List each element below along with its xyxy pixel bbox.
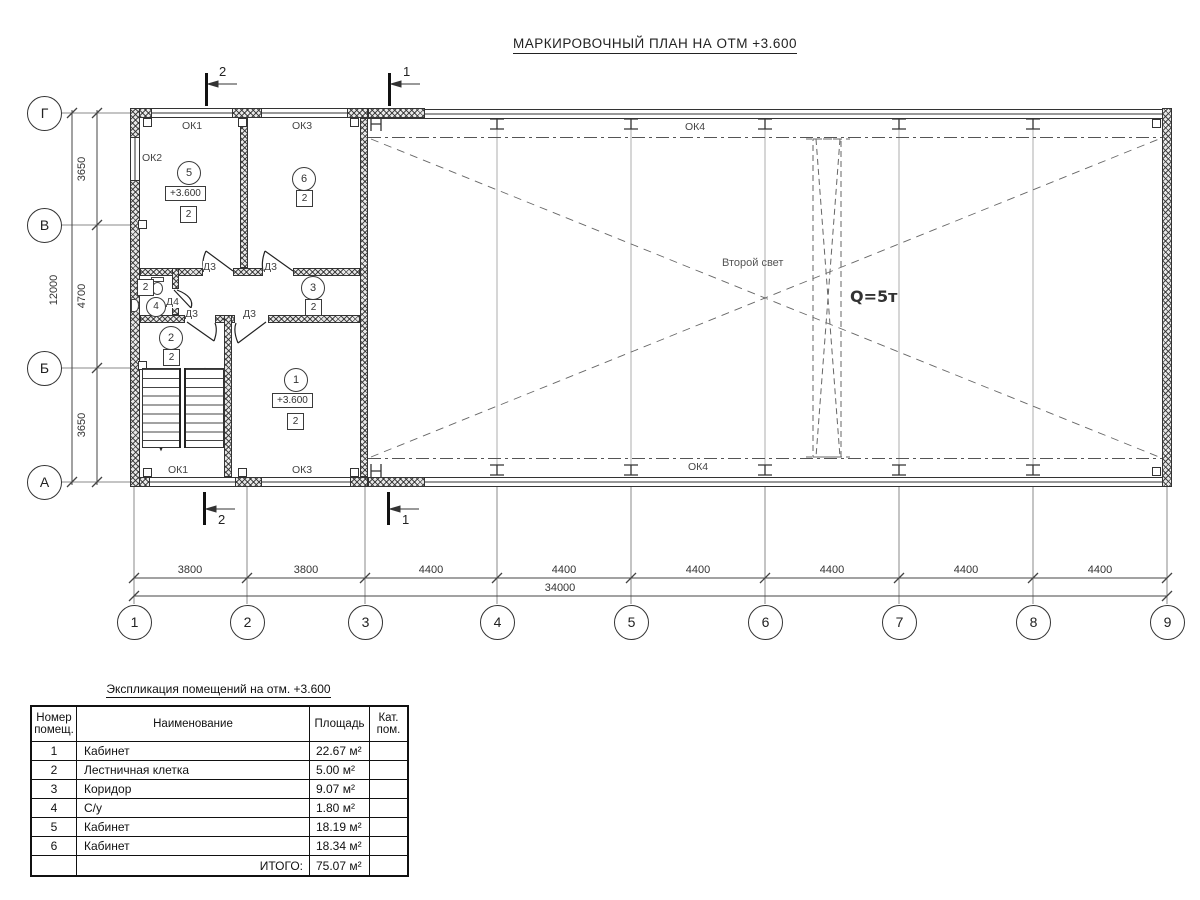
column-marker: [350, 118, 359, 127]
door-label-d3: Д3: [264, 261, 277, 273]
room2-number: 2: [159, 326, 183, 350]
schedule-cell-area: 18.34 м²: [310, 837, 370, 856]
dim-total-height: 12000: [48, 274, 60, 306]
axis-bubble-2: 2: [230, 605, 265, 640]
crane-capacity-note: Q=5т: [850, 287, 898, 306]
room3-number: 3: [301, 276, 325, 300]
axis-bubble-4: 4: [480, 605, 515, 640]
window-label-ok1-bottom: ОК1: [167, 464, 189, 476]
axis-bubble-v: В: [27, 208, 62, 243]
room6-category: 2: [296, 190, 313, 207]
second-light-note: Второй свет: [722, 257, 784, 269]
room-schedule-table: [30, 705, 409, 877]
axis-bubble-5: 5: [614, 605, 649, 640]
wall-room5-6: [240, 118, 248, 268]
schedule-cell-area: 5.00 м²: [310, 761, 370, 780]
schedule-cell-name: Лестничная клетка: [77, 761, 310, 780]
stair-flight-left: [142, 368, 182, 448]
wall-su-right: [172, 307, 179, 315]
sink: [131, 299, 139, 312]
schedule-cell-cat: [370, 799, 407, 818]
schedule-cell-cat: [370, 761, 407, 780]
drawing-title: МАРКИРОВОЧНЫЙ ПЛАН НА ОТМ +3.600: [440, 36, 870, 51]
schedule-header-cat: Кат. пом.: [370, 707, 407, 742]
crane-symbol: [806, 139, 850, 457]
room5-elevation: +3.600: [165, 186, 206, 201]
section-2-number-top: 2: [219, 64, 227, 79]
schedule-cell-cat: [370, 818, 407, 837]
column-marker: [238, 468, 247, 477]
schedule-cell-area: 9.07 м²: [310, 780, 370, 799]
column-marker: [1152, 119, 1161, 128]
door-label-d3: Д3: [203, 261, 216, 273]
wall-corridor-bottom: [140, 315, 185, 323]
room5-number: 5: [177, 161, 201, 185]
wall-corridor-top: [293, 268, 360, 276]
dim-row-1: 3650: [76, 156, 88, 182]
window-ok1-bottom: [150, 477, 235, 487]
section-1-number-bottom: 1: [402, 512, 410, 527]
room1-number: 1: [284, 368, 308, 392]
wall-right: [1162, 108, 1172, 487]
schedule-total-cat: [370, 856, 407, 875]
room3-category: 2: [305, 299, 322, 316]
wall-top-hall-seg: [368, 108, 425, 118]
wall-su-right: [172, 268, 179, 289]
schedule-cell-name: Кабинет: [77, 742, 310, 761]
room2-category: 2: [163, 349, 180, 366]
schedule-title: Экспликация помещений на отм. +3.600: [106, 682, 331, 696]
schedule-header-area: Площадь: [310, 707, 370, 742]
column-marker: [238, 118, 247, 127]
axis-bubble-3: 3: [348, 605, 383, 640]
dim-row-3: 3650: [76, 412, 88, 438]
window-label-ok3-top: ОК3: [291, 120, 313, 132]
section-2-line-bottom: [203, 492, 206, 525]
window-label-ok1-top: ОК1: [181, 120, 203, 132]
axis-bubble-8: 8: [1016, 605, 1051, 640]
dim-col-4: 4400: [551, 564, 577, 576]
wall-left: [130, 108, 140, 138]
schedule-cell-cat: [370, 742, 407, 761]
dim-col-3: 4400: [418, 564, 444, 576]
axis-bubble-9: 9: [1150, 605, 1185, 640]
schedule-cell-area: 1.80 м²: [310, 799, 370, 818]
window-ok3-bottom: [262, 477, 350, 487]
schedule-cell-num: 5: [32, 818, 77, 837]
window-ok2: [130, 138, 140, 180]
schedule-total-area: 75.07 м²: [310, 856, 370, 875]
axis-bubble-g: Г: [27, 96, 62, 131]
dim-col-7: 4400: [953, 564, 979, 576]
section-1-number-top: 1: [403, 64, 411, 79]
schedule-cell-num: 3: [32, 780, 77, 799]
axis-bubble-1: 1: [117, 605, 152, 640]
column-marker: [1152, 467, 1161, 476]
room1-elevation: +3.600: [272, 393, 313, 408]
window-label-ok4-bottom: ОК4: [687, 461, 709, 473]
schedule-cell-num: 1: [32, 742, 77, 761]
wall-top: [347, 108, 368, 118]
dim-col-2: 3800: [293, 564, 319, 576]
steel-columns: [371, 117, 1040, 478]
room6-number: 6: [292, 167, 316, 191]
wall-bottom-hall-seg: [368, 477, 425, 487]
wall-axis3: [360, 118, 368, 477]
door-label-d3: Д3: [185, 308, 198, 320]
schedule-cell-num: 4: [32, 799, 77, 818]
section-2-number-bottom: 2: [218, 512, 226, 527]
wall-stair-room1: [224, 315, 232, 477]
schedule-cell-area: 18.19 м²: [310, 818, 370, 837]
room1-category: 2: [287, 413, 304, 430]
wall-top: [232, 108, 262, 118]
dim-total-width: 34000: [544, 582, 576, 594]
schedule-cell-name: Кабинет: [77, 837, 310, 856]
schedule-cell-area: 22.67 м²: [310, 742, 370, 761]
window-label-ok2: ОК2: [142, 152, 163, 164]
schedule-header-name: Наименование: [77, 707, 310, 742]
axis-bubble-6: 6: [748, 605, 783, 640]
schedule-total-num: [32, 856, 77, 875]
room4-category: 2: [137, 279, 154, 296]
room4-number: 4: [146, 297, 166, 317]
wall-corridor-bottom: [268, 315, 360, 323]
dim-col-8: 4400: [1087, 564, 1113, 576]
column-marker: [138, 220, 147, 229]
schedule-cell-name: Коридор: [77, 780, 310, 799]
schedule-cell-cat: [370, 780, 407, 799]
schedule-cell-name: С/у: [77, 799, 310, 818]
schedule-cell-name: Кабинет: [77, 818, 310, 837]
window-band-ok4-top: [368, 109, 1162, 119]
window-label-ok3-bottom: ОК3: [291, 464, 313, 476]
schedule-cell-num: 2: [32, 761, 77, 780]
column-marker: [143, 118, 152, 127]
dim-col-6: 4400: [819, 564, 845, 576]
window-ok3-top: [262, 108, 347, 118]
axis-bubble-7: 7: [882, 605, 917, 640]
wall-bottom: [235, 477, 262, 487]
column-marker: [350, 468, 359, 477]
section-1-line-bottom: [387, 492, 390, 525]
axis-bubble-b: Б: [27, 351, 62, 386]
stair-flight-right: [184, 368, 224, 448]
schedule-header-num: Номер помещ.: [32, 707, 77, 742]
door-label-d4: Д4: [166, 296, 179, 308]
window-ok1-top: [152, 108, 232, 118]
schedule-cell-num: 6: [32, 837, 77, 856]
wall-bottom: [350, 477, 368, 487]
schedule-total-label: ИТОГО:: [77, 856, 310, 875]
column-marker: [143, 468, 152, 477]
dim-col-1: 3800: [177, 564, 203, 576]
dim-col-5: 4400: [685, 564, 711, 576]
schedule-cell-cat: [370, 837, 407, 856]
dimension-lines: [67, 108, 1172, 601]
axis-bubble-a: А: [27, 465, 62, 500]
door-label-d3: Д3: [243, 308, 256, 320]
section-1-line-top: [388, 73, 391, 106]
window-label-ok4-top: ОК4: [684, 121, 706, 133]
stair-divider: [179, 368, 186, 448]
dim-row-2: 4700: [76, 283, 88, 309]
wall-corridor-top: [233, 268, 263, 276]
room5-category: 2: [180, 206, 197, 223]
window-band-ok4-bottom: [368, 477, 1162, 487]
section-2-line-top: [205, 73, 208, 106]
